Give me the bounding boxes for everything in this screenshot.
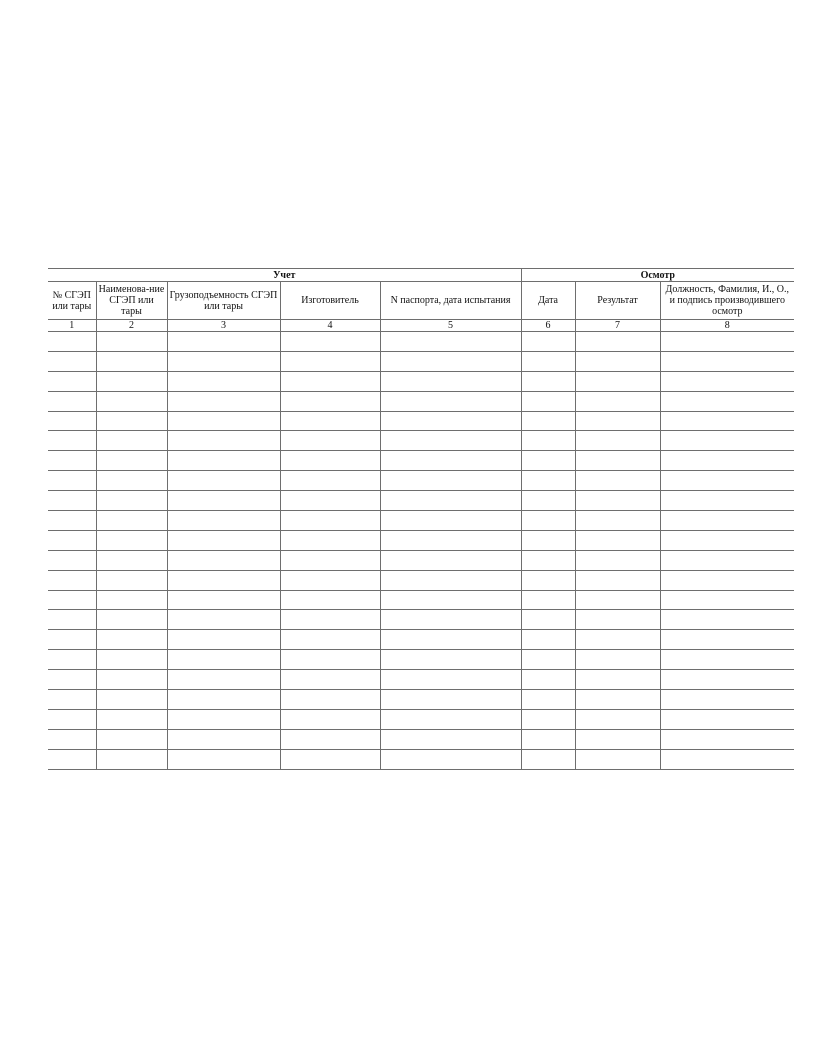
table-cell — [96, 351, 167, 371]
table-cell — [575, 511, 660, 531]
table-row — [48, 411, 794, 431]
table-cell — [575, 471, 660, 491]
inspection-log-form — [48, 268, 794, 770]
table-cell — [280, 709, 380, 729]
table-cell — [280, 451, 380, 471]
table-cell — [521, 729, 575, 749]
table-cell — [96, 650, 167, 670]
column-header-manufacturer: Изготовитель — [280, 282, 380, 320]
column-number: 8 — [660, 320, 794, 332]
table-cell — [48, 709, 96, 729]
table-cell — [521, 570, 575, 590]
table-cell — [660, 690, 794, 710]
table-cell — [280, 431, 380, 451]
table-cell — [521, 332, 575, 352]
column-header-inspector: Должность, Фамилия, И., О., и подпись производившего осмотр — [660, 282, 794, 320]
table-row — [48, 690, 794, 710]
table-cell — [575, 729, 660, 749]
table-row — [48, 530, 794, 550]
table-cell — [660, 451, 794, 471]
table-cell — [521, 670, 575, 690]
table-cell — [575, 610, 660, 630]
table-cell — [380, 471, 521, 491]
table-cell — [380, 511, 521, 531]
table-cell — [167, 729, 280, 749]
table-cell — [380, 351, 521, 371]
table-cell — [521, 709, 575, 729]
table-cell — [167, 590, 280, 610]
table-cell — [48, 610, 96, 630]
table-row — [48, 630, 794, 650]
table-cell — [96, 411, 167, 431]
table-cell — [167, 749, 280, 769]
table-cell — [521, 371, 575, 391]
table-cell — [575, 650, 660, 670]
table-cell — [660, 530, 794, 550]
table-cell — [96, 491, 167, 511]
table-cell — [167, 709, 280, 729]
table-row — [48, 570, 794, 590]
table-cell — [575, 411, 660, 431]
table-row — [48, 391, 794, 411]
table-cell — [660, 391, 794, 411]
table-cell — [48, 550, 96, 570]
table-cell — [96, 690, 167, 710]
table-cell — [96, 570, 167, 590]
table-cell — [96, 749, 167, 769]
table-cell — [48, 749, 96, 769]
table-cell — [48, 351, 96, 371]
table-cell — [521, 749, 575, 769]
table-cell — [575, 491, 660, 511]
table-row — [48, 451, 794, 471]
table-cell — [48, 650, 96, 670]
table-cell — [660, 709, 794, 729]
column-number: 4 — [280, 320, 380, 332]
table-cell — [660, 729, 794, 749]
column-header-result: Результат — [575, 282, 660, 320]
table-cell — [48, 332, 96, 352]
column-header-passport: N паспорта, дата испытания — [380, 282, 521, 320]
table-cell — [96, 371, 167, 391]
table-cell — [660, 570, 794, 590]
table-cell — [575, 749, 660, 769]
table-cell — [575, 530, 660, 550]
group-header-osmotr: Осмотр — [521, 269, 794, 282]
table-cell — [96, 391, 167, 411]
column-header-date: Дата — [521, 282, 575, 320]
table-cell — [521, 550, 575, 570]
table-cell — [48, 630, 96, 650]
table-cell — [380, 411, 521, 431]
table-cell — [380, 729, 521, 749]
table-row — [48, 491, 794, 511]
table-row — [48, 471, 794, 491]
table-cell — [280, 550, 380, 570]
table-cell — [167, 550, 280, 570]
table-cell — [96, 511, 167, 531]
table-cell — [280, 630, 380, 650]
table-cell — [48, 670, 96, 690]
table-cell — [660, 610, 794, 630]
table-cell — [167, 431, 280, 451]
table-cell — [521, 451, 575, 471]
table-cell — [380, 530, 521, 550]
table-cell — [660, 590, 794, 610]
table-cell — [96, 332, 167, 352]
table-cell — [48, 451, 96, 471]
group-header-uchet: Учет — [48, 269, 521, 282]
table-cell — [660, 431, 794, 451]
table-cell — [48, 590, 96, 610]
table-row — [48, 749, 794, 769]
column-number: 3 — [167, 320, 280, 332]
table-cell — [380, 570, 521, 590]
table-cell — [660, 351, 794, 371]
table-cell — [575, 431, 660, 451]
inspection-log-table — [48, 268, 794, 770]
log-body — [48, 332, 794, 770]
table-row — [48, 431, 794, 451]
table-cell — [48, 411, 96, 431]
table-cell — [521, 391, 575, 411]
table-cell — [575, 670, 660, 690]
column-number-row — [48, 320, 794, 332]
table-row — [48, 729, 794, 749]
table-cell — [380, 451, 521, 471]
table-row — [48, 371, 794, 391]
table-cell — [96, 530, 167, 550]
table-cell — [167, 670, 280, 690]
table-cell — [48, 491, 96, 511]
table-cell — [167, 351, 280, 371]
table-cell — [575, 630, 660, 650]
table-cell — [575, 451, 660, 471]
table-cell — [660, 749, 794, 769]
table-cell — [521, 630, 575, 650]
table-cell — [96, 471, 167, 491]
table-cell — [575, 371, 660, 391]
table-row — [48, 550, 794, 570]
table-cell — [521, 690, 575, 710]
table-cell — [660, 630, 794, 650]
table-cell — [521, 650, 575, 670]
table-cell — [48, 530, 96, 550]
table-cell — [48, 431, 96, 451]
table-cell — [280, 491, 380, 511]
table-cell — [575, 590, 660, 610]
table-cell — [521, 491, 575, 511]
column-number: 2 — [96, 320, 167, 332]
table-cell — [280, 511, 380, 531]
table-cell — [380, 550, 521, 570]
table-cell — [521, 471, 575, 491]
table-cell — [48, 391, 96, 411]
table-cell — [380, 610, 521, 630]
table-cell — [167, 371, 280, 391]
table-cell — [380, 630, 521, 650]
table-cell — [280, 729, 380, 749]
table-row — [48, 670, 794, 690]
table-cell — [575, 709, 660, 729]
table-cell — [660, 471, 794, 491]
group-header-row — [48, 269, 794, 282]
table-cell — [521, 351, 575, 371]
table-cell — [167, 332, 280, 352]
table-cell — [96, 451, 167, 471]
table-cell — [280, 530, 380, 550]
table-cell — [167, 650, 280, 670]
table-cell — [521, 590, 575, 610]
table-cell — [660, 491, 794, 511]
table-cell — [280, 670, 380, 690]
table-cell — [575, 570, 660, 590]
table-cell — [380, 690, 521, 710]
table-cell — [280, 650, 380, 670]
table-cell — [280, 471, 380, 491]
table-cell — [48, 690, 96, 710]
table-cell — [48, 570, 96, 590]
table-row — [48, 511, 794, 531]
column-header-row — [48, 282, 794, 320]
column-number: 6 — [521, 320, 575, 332]
table-cell — [521, 411, 575, 431]
column-header-capacity: Грузоподъемность СГЭП или тары — [167, 282, 280, 320]
column-header-name: Наименова-ние СГЭП или тары — [96, 282, 167, 320]
table-cell — [280, 570, 380, 590]
table-cell — [167, 511, 280, 531]
column-number: 5 — [380, 320, 521, 332]
column-number: 7 — [575, 320, 660, 332]
table-cell — [167, 530, 280, 550]
table-cell — [96, 590, 167, 610]
table-cell — [167, 610, 280, 630]
table-cell — [280, 411, 380, 431]
table-cell — [660, 332, 794, 352]
table-cell — [575, 391, 660, 411]
table-cell — [521, 530, 575, 550]
table-row — [48, 332, 794, 352]
table-cell — [575, 550, 660, 570]
table-cell — [660, 411, 794, 431]
table-cell — [380, 749, 521, 769]
table-cell — [660, 670, 794, 690]
table-cell — [48, 729, 96, 749]
table-cell — [96, 729, 167, 749]
table-row — [48, 709, 794, 729]
table-cell — [380, 650, 521, 670]
table-cell — [521, 431, 575, 451]
table-cell — [167, 451, 280, 471]
table-cell — [167, 690, 280, 710]
table-cell — [380, 709, 521, 729]
table-cell — [48, 471, 96, 491]
table-cell — [96, 431, 167, 451]
table-row — [48, 351, 794, 371]
table-cell — [280, 351, 380, 371]
table-cell — [167, 411, 280, 431]
column-header-number: № СГЭП или тары — [48, 282, 96, 320]
table-cell — [575, 351, 660, 371]
table-cell — [660, 650, 794, 670]
table-row — [48, 610, 794, 630]
table-cell — [521, 610, 575, 630]
table-cell — [575, 690, 660, 710]
table-cell — [380, 670, 521, 690]
table-cell — [167, 570, 280, 590]
table-cell — [96, 550, 167, 570]
table-cell — [167, 391, 280, 411]
table-cell — [380, 332, 521, 352]
table-cell — [280, 590, 380, 610]
table-cell — [280, 371, 380, 391]
table-cell — [48, 371, 96, 391]
table-cell — [96, 709, 167, 729]
table-cell — [280, 749, 380, 769]
column-number: 1 — [48, 320, 96, 332]
table-cell — [380, 590, 521, 610]
table-cell — [575, 332, 660, 352]
table-cell — [521, 511, 575, 531]
table-cell — [380, 431, 521, 451]
table-cell — [96, 610, 167, 630]
table-cell — [48, 511, 96, 531]
table-cell — [167, 471, 280, 491]
table-cell — [280, 332, 380, 352]
table-row — [48, 590, 794, 610]
table-cell — [167, 630, 280, 650]
table-row — [48, 650, 794, 670]
table-cell — [96, 630, 167, 650]
table-cell — [660, 550, 794, 570]
table-cell — [660, 511, 794, 531]
table-cell — [660, 371, 794, 391]
table-cell — [280, 391, 380, 411]
table-cell — [96, 670, 167, 690]
table-cell — [380, 371, 521, 391]
table-cell — [280, 610, 380, 630]
table-cell — [167, 491, 280, 511]
table-cell — [380, 491, 521, 511]
table-cell — [380, 391, 521, 411]
table-cell — [280, 690, 380, 710]
